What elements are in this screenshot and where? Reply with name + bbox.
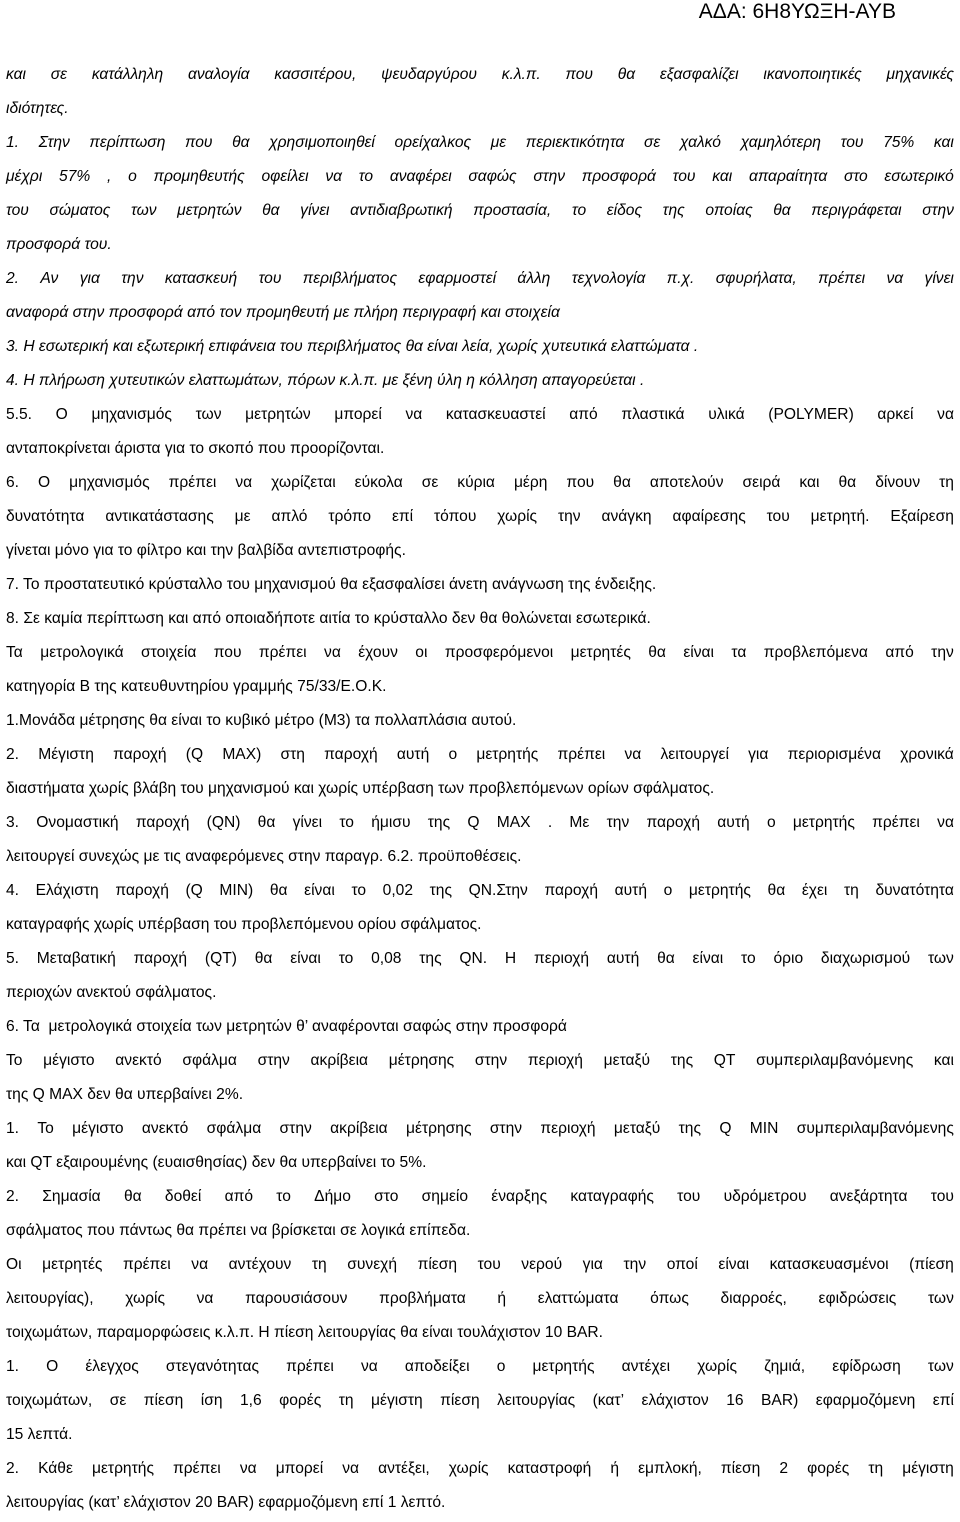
text-line: Το μέγιστο ανεκτό σφάλμα στην ακρίβεια μέτρησης στην περιοχή μεταξύ της QT συμπεριλαμβανόμενης και [6, 1052, 954, 1069]
text-line: σφάλματος που πάντως θα πρέπει να βρίσκεται σε λογικά επίπεδα. [6, 1222, 471, 1239]
text-line: κατηγορία Β της κατευθυντηρίου γραμμής 75/33/Ε.Ο.Κ. [6, 678, 387, 695]
text-line: 1.Μονάδα μέτρησης θα είναι το κυβικό μέτρο (Μ3) τα πολλαπλάσια αυτού. [6, 712, 517, 729]
text-line: 3. Η εσωτερική και εξωτερική επιφάνεια του περιβλήματος θα είναι λεία, χωρίς χυτευτικά ελαττώματα . [6, 338, 699, 355]
text-line: τοιχωμάτων, σε πίεση ίση 1,6 φορές τη μέγιστη πίεση λειτουργίας (κατ’ ελάχιστον 16 BAR) εφαρμοζόμενη επί [6, 1392, 954, 1409]
text-line: 2. Σημασία θα δοθεί από το Δήμο στο σημείο έναρξης καταγραφής του υδρόμετρου ανεξάρτητα του [6, 1188, 954, 1205]
text-line: του σώματος των μετρητών θα γίνει αντιδιαβρωτική προστασία, το είδος της οποίας θα περιγράφεται στην [6, 202, 954, 219]
text-line: 2. Κάθε μετρητής πρέπει να μπορεί να αντέξει, χωρίς καταστροφή ή εμπλοκή, πίεση 2 φορές τη μέγιστη [6, 1460, 954, 1477]
text-line: 2. Μέγιστη παροχή (Q MAX) στη παροχή αυτή ο μετρητής πρέπει να λειτουργεί για περιορισμένα χρονικά [6, 746, 954, 763]
text-line: 6. Ο μηχανισμός πρέπει να χωρίζεται εύκολα σε κύρια μέρη που θα αποτελούν σειρά και θα δίνουν τη [6, 474, 954, 491]
text-line: 1. Στην περίπτωση που θα χρησιμοποιηθεί ορείχαλκος με περιεκτικότητα σε χαλκό χαμηλότερη του 75% και [6, 134, 954, 151]
text-line: 7. Το προστατευτικό κρύσταλλο του μηχανισμού θα εξασφαλίσει άνετη ανάγνωση της ένδειξης. [6, 576, 657, 593]
text-line: 4. Ελάχιστη παροχή (Q MIN) θα είναι το 0,02 της QN.Στην παροχή αυτή ο μετρητής θα έχει τη δυνατότητα [6, 882, 954, 899]
text-line: λειτουργίας (κατ’ ελάχιστον 20 BAR) εφαρμοζόμενη επί 1 λεπτό. [6, 1494, 446, 1511]
document-body [6, 58, 954, 1520]
text-line: 3. Ονομαστική παροχή (QN) θα γίνει το ήμισυ της Q MAX . Με την παροχή αυτή ο μετρητής πρέπει να [6, 814, 954, 831]
text-line: της Q MAX δεν θα υπερβαίνει 2%. [6, 1086, 244, 1103]
text-line: προσφορά του. [6, 236, 112, 253]
text-line: 8. Σε καμία περίπτωση και από οποιαδήποτε αιτία το κρύσταλλο δεν θα θολώνεται εσωτερικά. [6, 610, 651, 627]
text-line: και QT εξαιρουμένης (ευαισθησίας) δεν θα υπερβαίνει το 5%. [6, 1154, 427, 1171]
text-line: δυνατότητα αντικατάστασης με απλό τρόπο επί τόπου χωρίς την ανάγκη αφαίρεσης του μετρητή. Εξαίρεση [6, 508, 954, 525]
text-line: 1. Ο έλεγχος στεγανότητας πρέπει να αποδείξει ο μετρητής αντέχει χωρίς ζημιά, εφίδρωση των [6, 1358, 954, 1375]
text-line: ιδιότητες. [6, 100, 69, 117]
text-line: 5. Μεταβατική παροχή (QT) θα είναι το 0,08 της QN. Η περιοχή αυτή θα είναι το όριο διαχωρισμού των [6, 950, 954, 967]
text-line: 15 λεπτά. [6, 1426, 73, 1443]
text-line: λειτουργίας), χωρίς να παρουσιάσουν προβλήματα ή ελαττώματα όπως διαρροές, εφιδρώσεις των [6, 1290, 954, 1307]
text-line: 5.5. Ο μηχανισμός των μετρητών μπορεί να κατασκευαστεί από πλαστικά υλικά (POLYMER) αρκεί να [6, 406, 954, 423]
text-line: 2. Αν για την κατασκευή του περιβλήματος εφαρμοστεί άλλη τεχνολογία π.χ. σφυρήλατα, πρέπει να γίνει [6, 270, 954, 287]
text-line: Οι μετρητές πρέπει να αντέχουν τη συνεχή πίεση του νερού για την οποί είναι κατασκευασμένοι (πίεση [6, 1256, 954, 1273]
text-line: καταγραφής χωρίς υπέρβαση του προβλεπόμενου ορίου σφάλματος. [6, 916, 482, 933]
text-line: περιοχών ανεκτού σφάλματος. [6, 984, 217, 1001]
ada-code: ΑΔΑ: 6Η8ΥΩΞΗ-ΑΥΒ [698, 0, 896, 23]
text-line: διαστήματα χωρίς βλάβη του μηχανισμού και χωρίς υπέρβαση των προβλεπόμενων ορίων σφάλματος. [6, 780, 715, 797]
text-line: Τα μετρολογικά στοιχεία που πρέπει να έχουν οι προσφερόμενοι μετρητές θα είναι τα προβλεπόμενα από την [6, 644, 954, 661]
text-line: αναφορά στην προσφορά από τον προμηθευτή με πλήρη περιγραφή και στοιχεία [6, 304, 560, 321]
text-line: τοιχωμάτων, παραμορφώσεις κ.λ.π. Η πίεση λειτουργίας θα είναι τουλάχιστον 10 BAR. [6, 1324, 604, 1341]
text-line: λειτουργεί συνεχώς με τις αναφερόμενες στην παραγρ. 6.2. προϋποθέσεις. [6, 848, 522, 865]
text-line: ανταποκρίνεται άριστα για το σκοπό που προορίζονται. [6, 440, 385, 457]
text-line: 4. Η πλήρωση χυτευτικών ελαττωμάτων, πόρων κ.λ.π. με ξένη ύλη η κόλληση απαγορεύεται . [6, 372, 645, 389]
text-line: γίνεται μόνο για το φίλτρο και την βαλβίδα αντεπιστροφής. [6, 542, 406, 559]
text-line: και σε κατάλληλη αναλογία κασσιτέρου, ψευδαργύρου κ.λ.π. που θα εξασφαλίζει ικανοποιητικές μηχανικές [6, 66, 954, 83]
text-line: μέχρι 57% , ο προμηθευτής οφείλει να το αναφέρει σαφώς στην προσφορά του και απαραίτητα στο εσωτερικό [6, 168, 954, 185]
text-line: 1. Το μέγιστο ανεκτό σφάλμα στην ακρίβεια μέτρησης στην περιοχή μεταξύ της Q MIN συμπεριλαμβανόμενης [6, 1120, 954, 1137]
text-line: 6. Τα μετρολογικά στοιχεία των μετρητών θ’ αναφέρονται σαφώς στην προσφορά [6, 1018, 567, 1035]
